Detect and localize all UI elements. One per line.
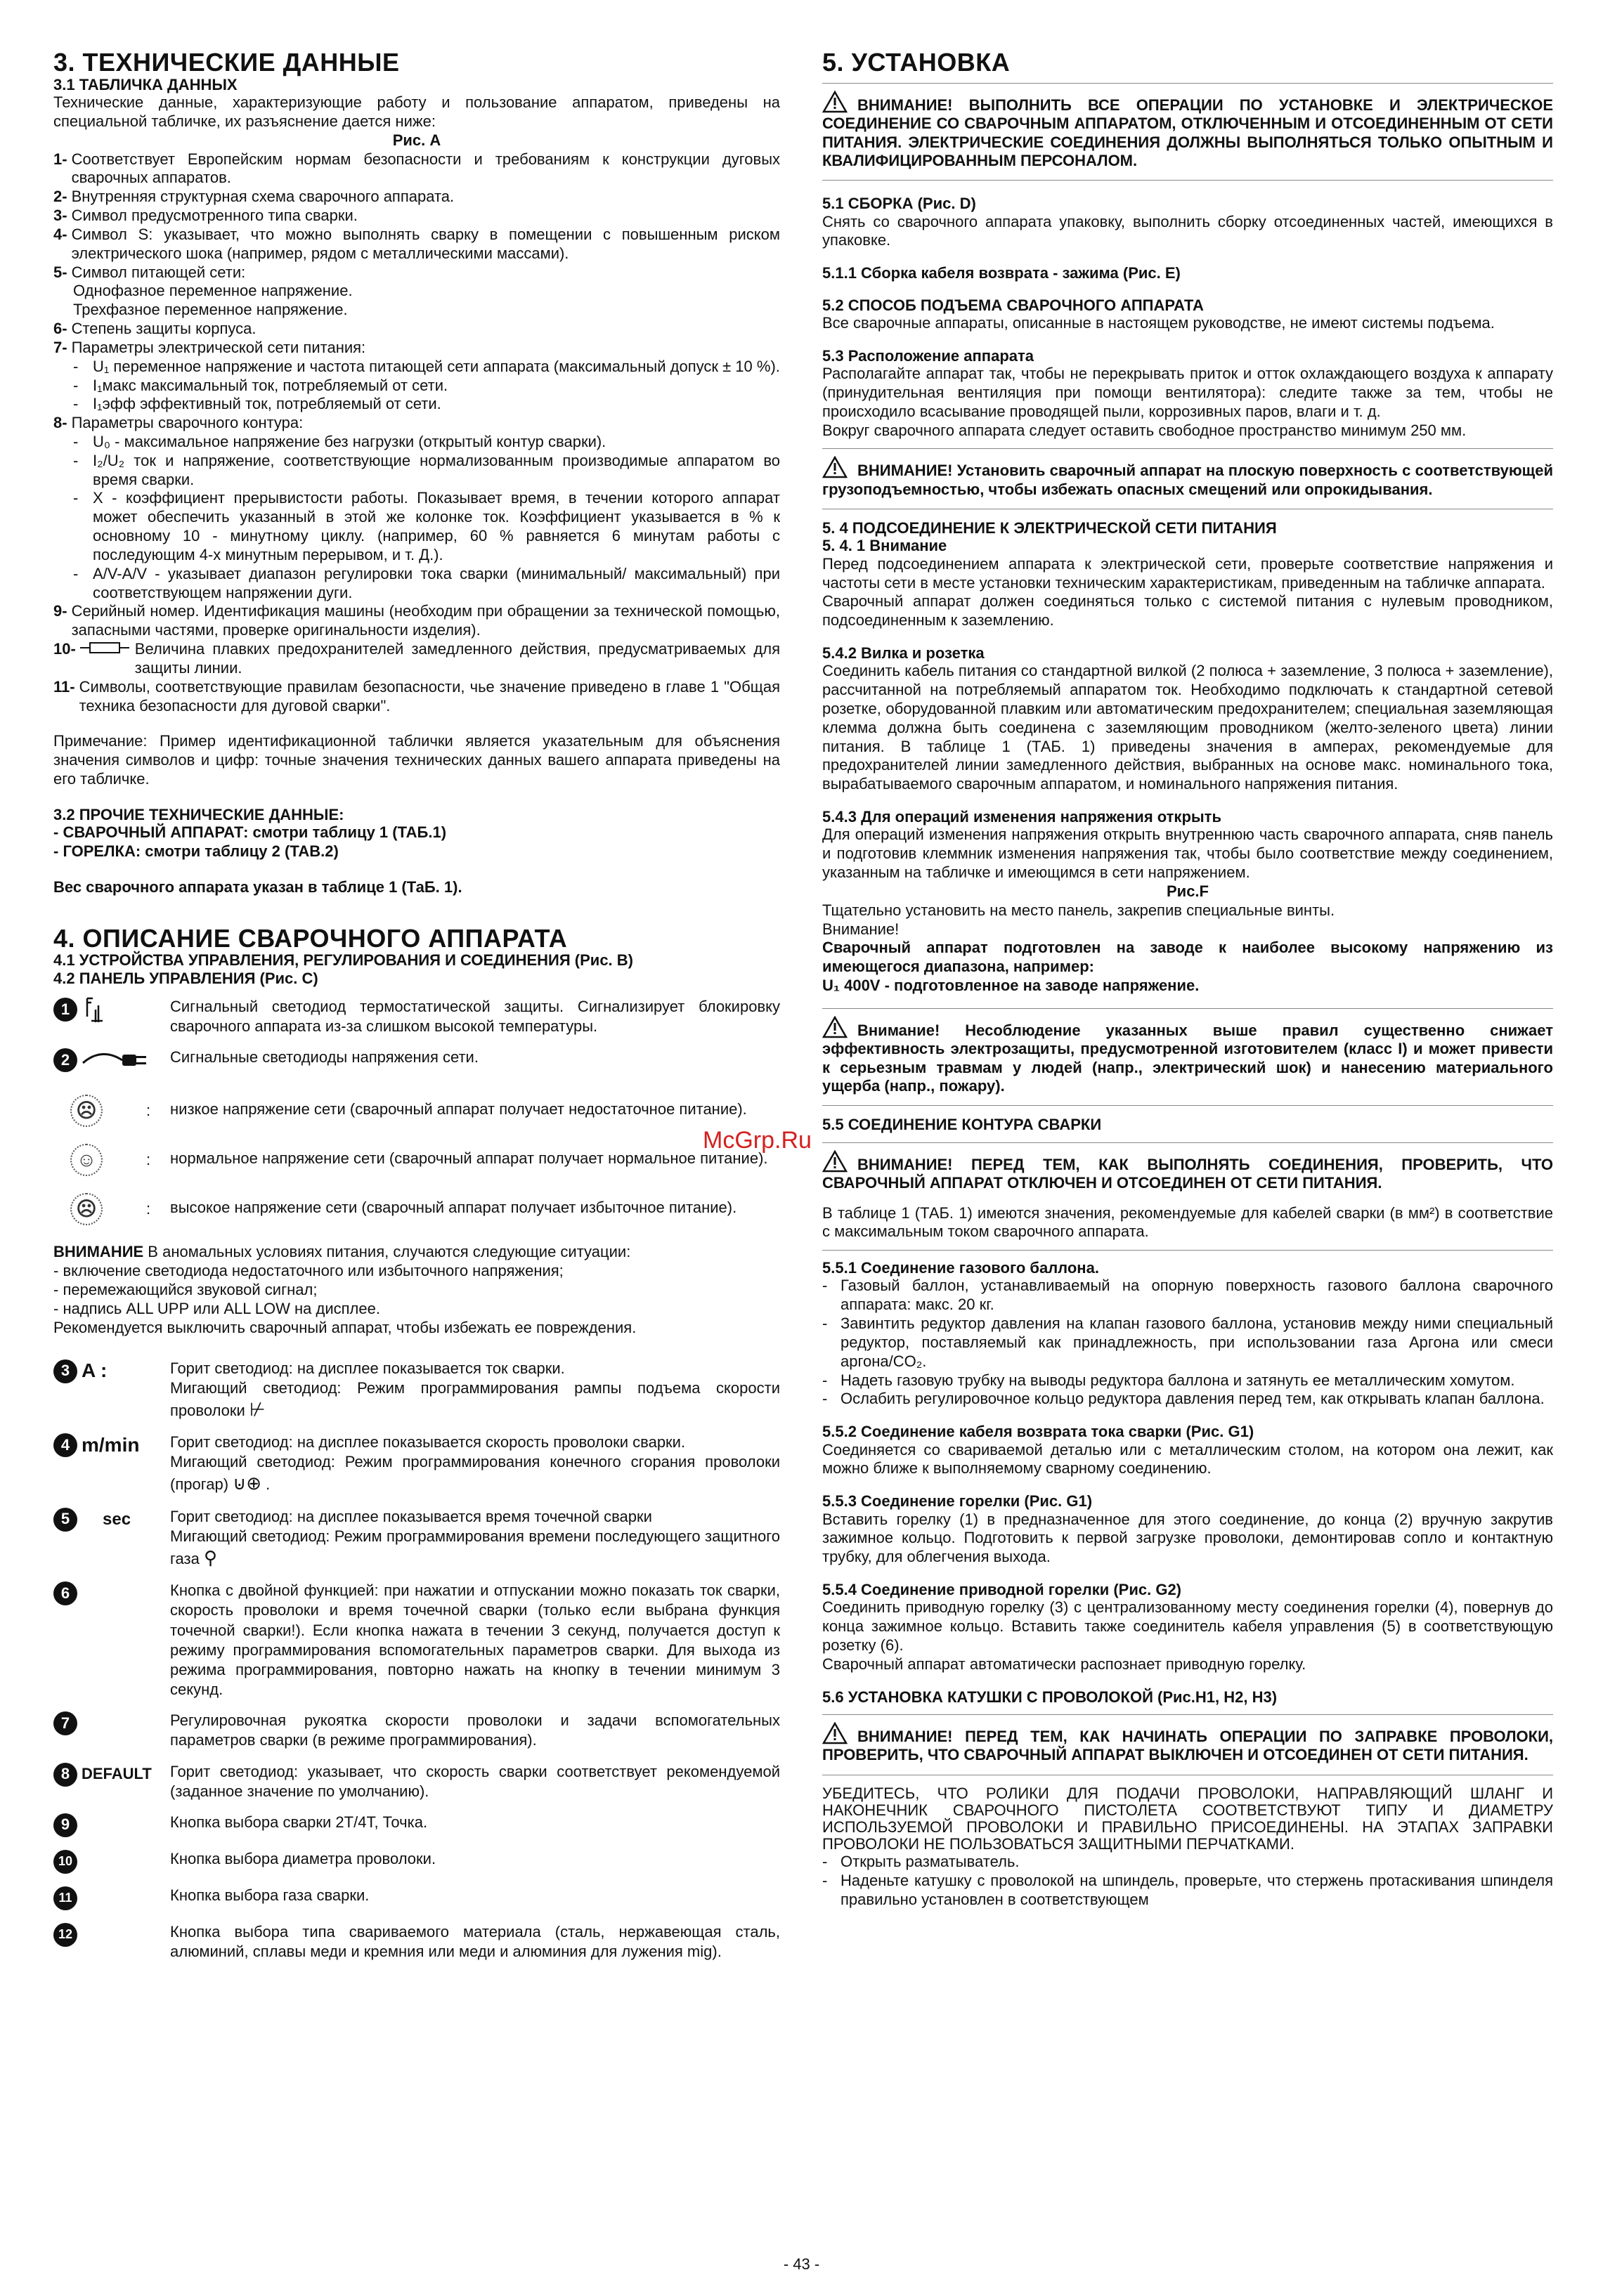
page-number: - 43 - (783, 2255, 820, 2273)
number-11-icon: 11 (53, 1886, 77, 1910)
other-data-line: - ГОРЕЛКА: смотри таблицу 2 (ТАВ.2) (53, 842, 339, 861)
warning-triangle-icon (822, 456, 848, 478)
number-12-icon: 12 (53, 1923, 77, 1947)
number-10-icon: 10 (53, 1850, 77, 1874)
list-subitem: Однофазное переменное напряжение. (73, 282, 353, 300)
list-item: 7- Параметры электрической сети питания: (53, 338, 366, 356)
warning-box: ВНИМАНИЕ! ПЕРЕД ТЕМ, КАК НАЧИНАТЬ ОПЕРАЦИИ ПО ЗАПРАВКЕ ПРОВОЛОКИ, ПРОВЕРИТЬ, ЧТО СВАРОЧНЫЙ АППАРАТ ВЫКЛЮЧЕН И ОТСОЕДИНЕН ОТ СЕТИ ПИТАНИЯ. (822, 1714, 1553, 1775)
number-6-icon: 6 (53, 1581, 77, 1605)
warning-box: ВНИМАНИЕ! ВЫПОЛНИТЬ ВСЕ ОПЕРАЦИИ ПО УСТАНОВКЕ И ЭЛЕКТРИЧЕСКОЕ СОЕДИНЕНИЕ СО СВАРОЧНЫМ АППАРАТОМ, ОТКЛЮЧЕННЫМ И ОТСОЕДИНЕННЫМ ОТ СЕТИ ПИТАНИЯ. ЭЛЕКТРИЧЕСКИЕ СОЕДИНЕНИЯ ДОЛЖНЫ ВЫПОЛНЯТЬСЯ ТОЛЬКО ОПЫТНЫМ И КВАЛИФИЦИРОВАННЫМ ПЕРСОНАЛОМ. (822, 83, 1553, 181)
warning-box: ВНИМАНИЕ! Установить сварочный аппарат на плоскую поверхность с соответствующей грузоподъемностью, чтобы избежать опасных смещений или опрокидывания. (822, 448, 1553, 509)
section-5-1-title: 5.1 СБОРКА (Рис. D) (822, 195, 976, 213)
list-subitem: - U₀ - максимальное напряжение без нагрузки (открытый контур сварки). (73, 433, 606, 450)
control-4: 4 m/min Горит светодиод: на дисплее показывается скорость проволоки сварки. Мигающий светодиод: Режим программирования конечного сгорания проволоки (прогар) ⊍⊕ . (53, 1433, 780, 1496)
section-5-5-title: 5.5 СОЕДИНЕНИЕ КОНТУРА СВАРКИ (822, 1116, 1102, 1134)
number-8-icon: 8 (53, 1763, 77, 1787)
weight-note: Вес сварочного аппарата указан в таблице 1 (ТаБ. 1). (53, 878, 462, 896)
warning-box: Внимание! Несоблюдение указанных выше правил существенно снижает эффективность электрозащиты, предусмотренной изготовителем (класс I) и может привести к серьезным травмам у людей (напр., электрический шок) и нанесению материального ущерба (напр., пожару). (822, 1008, 1553, 1107)
section-3-1-title: 3.1 ТАБЛИЧКА ДАННЫХ (53, 75, 238, 93)
section-5-2-title: 5.2 СПОСОБ ПОДЪЕМА СВАРОЧНОГО АППАРАТА (822, 296, 1204, 314)
section-5-6-title: 5.6 УСТАНОВКА КАТУШКИ С ПРОВОЛОКОЙ (Рис.H1, H2, H3) (822, 1688, 1278, 1706)
control-8: 8 DEFAULT Горит светодиод: указывает, что скорость сварки соответствует рекомендуемой (заданное значение по умолчанию). (53, 1762, 780, 1801)
section-5-5-2-title: 5.5.2 Соединение кабеля возврата тока сварки (Рис. G1) (822, 1423, 1254, 1441)
number-5-icon: 5 (53, 1508, 77, 1532)
list-item: 9- Серийный номер. Идентификация машины (необходим при обращении за технической помощью, запасными частями, проверке оригинальности изделия). (53, 602, 780, 639)
control-9: 9 Кнопка выбора сварки 2T/4T, Точка. (53, 1813, 780, 1838)
number-7-icon: 7 (53, 1711, 77, 1735)
list-item: - Завинтить редуктор давления на клапан газового баллона, установив между ними специальный редуктор, поставляемый как принадлежность, при использовании газа Аргона или смеси аргона/CO₂. (822, 1315, 1553, 1370)
post-gas-icon: ⚲ (203, 1547, 218, 1568)
list-item: - Ослабить регулировочное кольцо редуктора давления перед тем, как открывать клапан баллона. (822, 1390, 1545, 1408)
watermark: McGrp.Ru (703, 1127, 812, 1154)
voltage-low-row: ☹ : низкое напряжение сети (сварочный аппарат получает недостаточное питание). (53, 1090, 780, 1132)
list-item: 6- Степень защиты корпуса. (53, 320, 257, 338)
section-3-title: 3. ТЕХНИЧЕСКИЕ ДАННЫЕ (53, 48, 400, 77)
warning-triangle-icon (822, 1150, 848, 1173)
mains-plug-icon (82, 1050, 149, 1070)
control-2: 2 Сигнальные светодиоды напряжения сети. (53, 1048, 780, 1073)
section-5-4-3-title: 5.4.3 Для операций изменения напряжения открыть (822, 808, 1221, 826)
section-4-title: 4. ОПИСАНИЕ СВАРОЧНОГО АППАРАТА (53, 923, 568, 953)
control-1: 1 Сигнальный светодиод термостатической защиты. Сигнализирует блокировку сварочного аппарата из-за слишком высокой температуры. (53, 997, 780, 1036)
list-item: 2- Внутренняя структурная схема сварочного аппарата. (53, 188, 455, 206)
other-data-line: - СВАРОЧНЫЙ АППАРАТ: смотри таблицу 1 (ТАБ.1) (53, 823, 447, 842)
fuse-icon (80, 640, 129, 655)
section-3-1-intro: Технические данные, характеризующие работу и пользование аппаратом, приведены на специальной табличке, их разъяснение дается ниже: (53, 93, 780, 130)
abnormal-warning: ВНИМАНИЕ В аномальных условиях питания, случаются следующие ситуации: - включение светодиода недостаточного или избыточного напряжения; - перемежающийся звуковой сигнал; - надпись ALL UPP или ALL LOW на дисплее. Рекомендуется выключить сварочный аппарат, чтобы избежать ее повреждения. (53, 1243, 637, 1336)
number-1-icon: 1 (53, 998, 77, 1022)
list-item: - Наденьте катушку с проволокой на шпиндель, проверьте, что стержень протаскивания шпинделя правильно установлен в соответствующем (822, 1872, 1553, 1909)
list-item: 1- Соответствует Европейским нормам безопасности и требованиям к конструкции дуговых сварочных аппаратов. (53, 150, 780, 187)
face-angry-icon: ☹ (70, 1193, 103, 1225)
section-4-1-title: 4.1 УСТРОЙСТВА УПРАВЛЕНИЯ, РЕГУЛИРОВАНИЯ И СОЕДИНЕНИЯ (Рис. В) (53, 951, 633, 970)
control-6: 6 Кнопка с двойной функцией: при нажатии и отпускании можно показать ток сварки, скорость проволоки и время точечной сварки (только если выбрана функция точечной сварки!). Если кнопка нажата в течении 3 секунд, получается доступ к режиму программирования вспомогательных параметров сварки. Для выхода из режима программирования, повторно нажать на кнопку в течении минимум 3 секунд. (53, 1581, 780, 1700)
section-3-2-title: 3.2 ПРОЧИЕ ТЕХНИЧЕСКИЕ ДАННЫЕ: (53, 805, 344, 823)
list-subitem: Трехфазное переменное напряжение. (73, 301, 348, 319)
list-item: 4- Символ S: указывает, что можно выполнять сварку в помещении с повышенным риском электрического шока (например, рядом с металлическими массами). (53, 225, 780, 262)
warning-triangle-icon (822, 91, 848, 113)
list-item: - Надеть газовую трубку на выводы редуктора баллона и затянуть ее металлическим хомутом. (822, 1371, 1515, 1389)
number-4-icon: 4 (53, 1433, 77, 1457)
number-2-icon: 2 (53, 1048, 77, 1072)
list-item: - Газовый баллон, устанавливаемый на опорную поверхность газового баллона сварочного аппарата: макс. 20 кг. (822, 1277, 1553, 1314)
section-5-5-4-title: 5.5.4 Соединение приводной горелки (Рис. G2) (822, 1581, 1182, 1598)
section-5-3-title: 5.3 Расположение аппарата (822, 346, 1034, 365)
section-5-5-1-title: 5.5.1 Соединение газового баллона. (822, 1259, 1099, 1277)
control-3: 3 A : Горит светодиод: на дисплее показывается ток сварки. Мигающий светодиод: Режим программирования рампы подъема скорости проволоки ⊬ (53, 1359, 780, 1422)
list-subitem: - I₁эфф эффективный ток, потребляемый от сети. (73, 395, 441, 413)
fig-f-label: Рис.F (1167, 882, 1209, 900)
list-subitem: - A/V-A/V - указывает диапазон регулировки тока сварки (минимальный/ максимальный) при соответствующем напряжении дуги. (73, 564, 780, 601)
thermometer-icon (82, 996, 110, 1024)
number-9-icon: 9 (53, 1813, 77, 1837)
warning-triangle-icon (822, 1016, 848, 1038)
control-11: 11 Кнопка выбора газа сварки. (53, 1886, 780, 1911)
section-5-1-1-title: 5.1.1 Сборка кабеля возврата - зажима (Рис. E) (822, 264, 1181, 282)
list-subitem: - U₁ переменное напряжение и частота питающей сети аппарата (максимальный допуск ± 10 %). (73, 357, 780, 375)
section-5-4-title: 5. 4 ПОДСОЕДИНЕНИЕ К ЭЛЕКТРИЧЕСКОЙ СЕТИ ПИТАНИЯ (822, 519, 1277, 537)
list-item: 11- Символы, соответствующие правилам безопасности, чье значение приведено в главе 1 "Общая техника безопасности для дуговой сварки". (53, 677, 780, 715)
face-happy-icon: ☺ (70, 1144, 103, 1176)
list-item: 8- Параметры сварочного контура: (53, 414, 304, 432)
burnback-icon: ⊍⊕ (233, 1473, 262, 1494)
list-item: 3- Символ предусмотренного типа сварки. (53, 207, 358, 225)
list-item: 5- Символ питающей сети: (53, 263, 246, 281)
number-3-icon: 3 (53, 1359, 77, 1383)
section-5-4-1-title: 5. 4. 1 Внимание (822, 537, 947, 555)
fig-a-label: Рис. А (392, 131, 441, 149)
section-5-4-2-title: 5.4.2 Вилка и розетка (822, 644, 985, 663)
face-sad-icon: ☹ (70, 1095, 103, 1127)
list-subitem: - I₂/U₂ ток и напряжение, соответствующие нормализованным производимые аппаратом во время сварки. (73, 451, 780, 488)
control-12: 12 Кнопка выбора типа свариваемого материала (сталь, нержавеющая сталь, алюминий, сплавы меди и кремния или меди и алюминия для лужения mig). (53, 1922, 780, 1962)
list-item: 10- Величина плавких предохранителей замедленного действия, предусматриваемых для защиты линии. (53, 640, 780, 677)
voltage-high-row: ☹ : высокое напряжение сети (сварочный аппарат получает избыточное питание). (53, 1188, 780, 1230)
voltage-normal-row: ☺ : нормальное напряжение сети (сварочный аппарат получает нормальное питание). (53, 1139, 780, 1181)
warning-box: ВНИМАНИЕ! ПЕРЕД ТЕМ, КАК ВЫПОЛНЯТЬ СОЕДИНЕНИЯ, ПРОВЕРИТЬ, ЧТО СВАРОЧНЫЙ АППАРАТ ОТКЛЮЧЕН И ОТСОЕДИНЕН ОТ СЕТИ ПИТАНИЯ. (822, 1142, 1553, 1196)
list-subitem: - X - коэффициент прерывистости работы. Показывает время, в течении которого аппарат может обеспечить указанный в этой же колонке ток. Коэффициент указывается в % к основному 10 - минутному циклу. (например, 60 % равняется 6 минутам работы с последующим 4-х минутным перерывом, и т. Д.). (73, 489, 780, 563)
section-5-5-3-title: 5.5.3 Соединение горелки (Рис. G1) (822, 1492, 1093, 1511)
note: Примечание: Пример идентификационной таблички является указательным для объяснения значения символов и цифр: точные значения технических данных вашего аппарата приведены на его табличке. (53, 732, 780, 788)
left-column (53, 49, 780, 1962)
section-5-title: 5. УСТАНОВКА (822, 48, 1011, 77)
ramp-icon: ⊬ (249, 1398, 266, 1420)
control-7: 7 Регулировочная рукоятка скорости проволоки и задачи вспомогательных параметров сварки (в режиме программирования). (53, 1711, 780, 1750)
warning-triangle-icon (822, 1722, 848, 1744)
list-item: - Открыть разматыватель. (822, 1853, 1020, 1871)
section-4-2-title: 4.2 ПАНЕЛЬ УПРАВЛЕНИЯ (Рис. С) (53, 969, 318, 987)
right-column: 5. УСТАНОВКА ВНИМАНИЕ! ВЫПОЛНИТЬ ВСЕ ОПЕРАЦИИ ПО УСТАНОВКЕ И ЭЛЕКТРИЧЕСКОЕ СОЕДИНЕНИЕ СО СВАРОЧНЫМ АППАРАТОМ, ОТКЛЮЧЕННЫМ И ОТСОЕДИНЕННЫМ ОТ СЕТИ ПИТАНИЯ. ЭЛЕКТРИЧЕСКИЕ СОЕДИНЕНИЯ ДОЛЖНЫ ВЫПОЛНЯТЬСЯ ТОЛЬКО ОПЫТНЫМ И КВАЛИФИЦИРОВАННЫМ ПЕРСОНАЛОМ. 5.1 СБОРКА (Рис. D) Снять со сварочного аппарата упаковку, выполнить сборку отсоединенных частей, имеющихся в упаковке. 5.1.1 Сборка кабеля возврата - зажима (Рис. E) 5.2 СПОСОБ ПОДЪЕМА СВАРОЧНОГО АППАРАТА Все сварочные аппараты, описанные в настоящем руководстве, не имеют системы подъема. 5.3 Расположение аппарата Располагайте аппарат так, чтобы не перекрывать приток и отток охлаждающего воздуха к аппарату (принудительная вентиляция при помощи вентилятора): следите также за тем, чтобы не происходило всасывание проводящей пыли, коррозивных паров, влаги и т. д. Вокруг сварочного аппарата следует оставить свободное пространство минимум 250 мм. ВНИМАНИЕ! Установить сварочный аппарат на плоскую поверхность с соответствующей грузоподъемностью, чтобы избежать опасных смещений или опрокидывания. 5. 4 ПОДСОЕДИНЕНИЕ К ЭЛЕКТРИЧЕСКОЙ СЕТИ ПИТАНИЯ 5. 4. 1 Внимание Перед подсоединением аппарата к электрической сети, проверьте соответствие напряжения и частоты сети в месте установки техническим характеристикам, приведенным на табличке аппарата. Сварочный аппарат должен соединяться только с системой питания с нулевым проводником, подсоединенным к заземлению. 5.4.2 Вилка и розетка Соединить кабель питания со стандартной вилкой (2 полюса + заземление, 3 полюса + заземление), рассчитанной на потребляемый аппаратом ток. Необходимо подключать к стандартной сетевой розетке, оборудованной плавким или автоматическим предохранителем; специальная заземляющая клемма должна быть соединена с заземляющим проводником (желто-зеленого цвета) линии питания. В таблице 1 (ТАБ. 1) приведены значения в амперах, рекомендуемые для предохранителей линии замедленного действия, выбранных на основе макс. номинального тока, вырабатываемого сварочным аппаратом, и номинального напряжения питания. 5.4.3 Для операций изменения напряжения открыть Для операций изменения напряжения открыть внутреннюю часть сварочного аппарата, сняв панель и подготовив клеммник изменения напряжения так, чтобы было соответствие между соединением, указанным на табличке и имеющимся в сети напряжением. Рис.F Тщательно установить на место панель, закрепив специальные винты. Внимание! Сварочный аппарат подготовлен на заводе к наиболее высокому напряжению из имеющегося диапазона, например: U₁ 400V - подготовленное на заводе напряжение. Внимание! Несоблюдение указанных выше правил существенно снижает эффективность электрозащиты, предусмотренной изготовителем (класс I) и может привести к серьезным травмам у людей (напр., электрический шок) и нанесению материального ущерба (напр., пожару). 5.5 СОЕДИНЕНИЕ КОНТУРА СВАРКИ ВНИМАНИЕ! ПЕРЕД ТЕМ, КАК ВЫПОЛНЯТЬ СОЕДИНЕНИЯ, ПРОВЕРИТЬ, ЧТО СВАРОЧНЫЙ АППАРАТ ОТКЛЮЧЕН И ОТСОЕДИНЕН ОТ СЕТИ ПИТАНИЯ. В таблице 1 (ТАБ. 1) имеются значения, рекомендуемые для кабелей сварки (в мм²) в соответствие с максимальным током сварочного аппарата. 5.5.1 Соединение газового баллона. - Газовый баллон, устанавливаемый на опорную поверхность газового баллона сварочного аппарата: макс. 20 кг. - Завинтить редуктор давления на клапан газового баллона, установив между ними специальный редуктор, поставляемый как принадлежность, при использовании газа Аргона или смеси аргона/CO₂. - Надеть газовую трубку на выводы редуктора баллона и затянуть ее металлическим хомутом. - Ослабить регулировочное кольцо редуктора давления перед тем, как открывать клапан баллона. 5.5.2 Соединение кабеля возврата тока сварки (Рис. G1) Соединяется со свариваемой деталью или с металлическим столом, на котором она лежит, как можно ближе к выполняемому сварному соединению. 5.5.3 Соединение горелки (Рис. G1) Вставить горелку (1) в предназначенное для этого соединение, до конца (2) вручную закрутив зажимное кольцо. Подготовить к первой загрузке проволоки, демонтировав сопло и контактную трубку, для облегчения выхода. 5.5.4 Соединение приводной горелки (Рис. G2) Соединить приводную горелку (3) с централизованному месту соединения горелки (4), повернув до конца зажимное кольцо. Вставить также соединитель кабеля управления (5) в соответствующую розетку (6). Сварочный аппарат автоматически распознает приводную горелку. 5.6 УСТАНОВКА КАТУШКИ С ПРОВОЛОКОЙ (Рис.H1, H2, H3) ВНИМАНИЕ! ПЕРЕД ТЕМ, КАК НАЧИНАТЬ ОПЕРАЦИИ ПО ЗАПРАВКЕ ПРОВОЛОКИ, ПРОВЕРИТЬ, ЧТО СВАРОЧНЫЙ АППАРАТ ВЫКЛЮЧЕН И ОТСОЕДИНЕН ОТ СЕТИ ПИТАНИЯ. УБЕДИТЕСЬ, ЧТО РОЛИКИ ДЛЯ ПОДАЧИ ПРОВОЛОКИ, НАПРАВЛЯЮЩИЙ ШЛАНГ И НАКОНЕЧНИК СВАРОЧНОГО ПИСТОЛЕТА СООТВЕТСТВУЮТ ТИПУ И ДИАМЕТРУ ИСПОЛЬЗУЕМОЙ ПРОВОЛОКИ И ПРАВИЛЬНО ПРИСОЕДИНЕНЫ. НА ЭТАПАХ ЗАПРАВКИ ПРОВОЛОКИ НЕ ПОЛЬЗОВАТЬСЯ ЗАЩИТНЫМИ ПЕРЧАТКАМИ. - Открыть разматыватель. - Наденьте катушку с проволокой на шпиндель, проверьте, что стержень протаскивания шпинделя правильно установлен в соответствующем (822, 48, 1553, 1909)
list-subitem: - I₁макс максимальный ток, потребляемый от сети. (73, 376, 448, 394)
control-5: 5 sec Горит светодиод: на дисплее показывается время точечной сварки Мигающий светодиод: Режим программирования времени последующего защитного газа ⚲ (53, 1507, 780, 1570)
control-10: 10 Кнопка выбора диаметра проволоки. (53, 1849, 780, 1874)
